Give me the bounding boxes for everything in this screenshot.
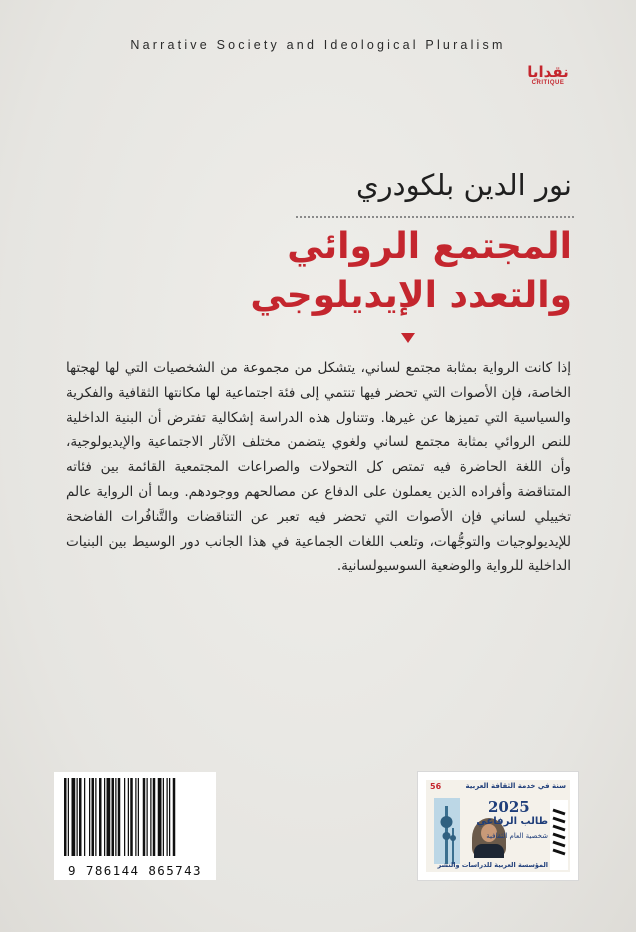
zebra-emblem-icon bbox=[550, 800, 568, 870]
book-title-line-2: والتعدد الإيديلوجي bbox=[250, 275, 572, 316]
stamp-body bbox=[426, 780, 570, 872]
portrait-suit bbox=[474, 844, 504, 858]
logo-arabic-text: نقدايا bbox=[527, 63, 569, 81]
red-triangle-marker-icon bbox=[401, 333, 415, 343]
book-title-line-1: المجتمع الروائي bbox=[287, 226, 572, 267]
blurb-paragraph: إذا كانت الرواية بمثابة مجتمع لساني، يتشكل من مجموعة من الشخصيات التي لها لهجتها الخاصة، فإن الأصوات التي تحضر فيها تنتمي إلى فئة اجتماعية لها مكانتها الثقافية والفكرية والسياسية التي تميزها عن غيرها. وتتناول هذه الدراسة إشكالية تفترض أن البنية الداخلية للنص الروائي بمثابة مجتمع لساني ولغوي يتضمن مختلف الآثار الاجتماعية والإيديولوجية، وأن اللغة الحاضرة فيه تمتص كل التحولات والصراعات المجتمعية القائمة بين فئاته المتناقضة وأفراده الذين يعملون على الدفاع عن مصالحهم ووجودهم. وبما أن الرواية عالم تخييلي لساني فإن الأصوات التي تحضر فيه تعبر عن التناقضات والتَّنافُرات الفاضحة للإيديولوجيات والتوجُّهات، وتلعب اللغات الجماعية في هذا الجانب دور الوسيط بين البنيات الداخلية للرواية والوضعية السوسيولسانية. bbox=[66, 360, 571, 575]
kuwait-towers-icon bbox=[434, 798, 460, 864]
dotted-divider bbox=[296, 216, 574, 218]
stamp-year: 2025 bbox=[488, 798, 530, 816]
stamp-anniversary-badge: 56 bbox=[430, 782, 442, 791]
postage-stamp bbox=[418, 772, 578, 880]
logo-english-text: CRITIQUE bbox=[531, 80, 565, 86]
stamp-subtitle: شخصية العام الثقافية bbox=[486, 832, 548, 840]
barcode-bars-icon bbox=[60, 778, 210, 858]
isbn-number: 9 786144 865743 bbox=[68, 863, 202, 878]
barcode bbox=[54, 772, 216, 880]
author-name: نور الدين بلكودري bbox=[355, 168, 572, 202]
stamp-top-line: سنة في خدمة الثقافة العربية bbox=[465, 782, 566, 790]
stamp-footer: المؤسسة العربية للدراسات والنشر bbox=[437, 861, 548, 869]
english-title: Narrative Society and Ideological Pluralism bbox=[130, 38, 506, 52]
publisher-logo bbox=[520, 64, 576, 90]
stamp-honoree-name: طالب الرفاعي bbox=[476, 816, 548, 827]
